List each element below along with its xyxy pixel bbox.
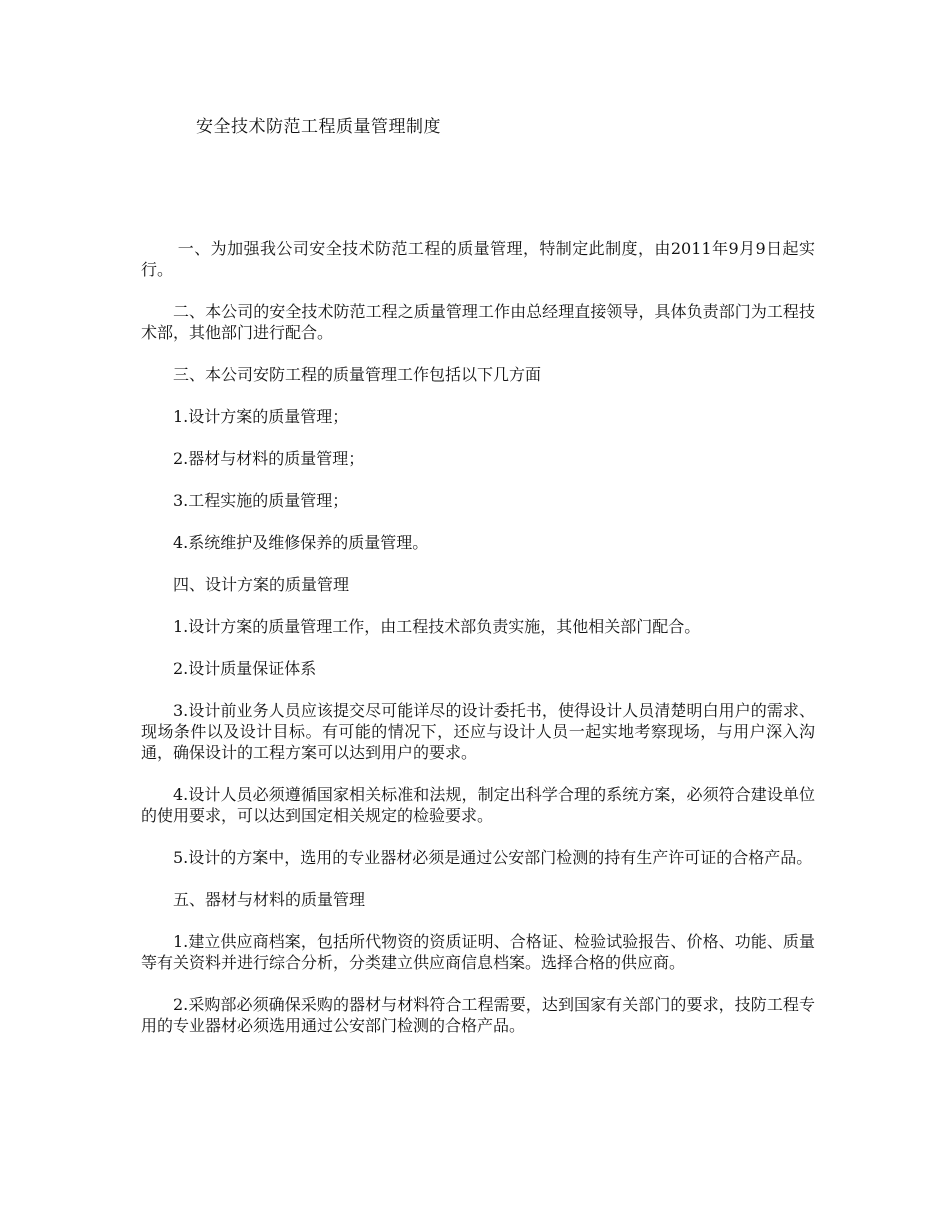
paragraph-8: 四、设计方案的质量管理 <box>173 575 350 594</box>
paragraph-11: 3.设计前业务人员应该提交尽可能详尽的设计委托书，使得设计人员清楚明白用户的需求、现场条件以及设计目标。有可能的情况下，还应与设计人员一起实地考察现场，与用户深入沟通，确保设计的工程方案可以达到用户的要求。 <box>141 701 815 762</box>
paragraph-9: 1.设计方案的质量管理工作，由工程技术部负责实施，其他相关部门配合。 <box>173 617 701 636</box>
paragraph-15: 1.建立供应商档案，包括所代物资的资质证明、合格证、检验试验报告、价格、功能、质量等有关资料并进行综合分析，分类建立供应商信息档案。选择合格的供应商。 <box>141 932 815 972</box>
paragraph-13: 5.设计的方案中，选用的专业器材必须是通过公安部门检测的持有生产许可证的合格产品。 <box>173 848 813 867</box>
document-title: 安全技术防范工程质量管理制度 <box>196 117 441 137</box>
paragraph-2: 二、本公司的安全技术防范工程之质量管理工作由总经理直接领导，具体负责部门为工程技术部，其他部门进行配合。 <box>141 302 815 342</box>
paragraph-14: 五、器材与材料的质量管理 <box>173 890 366 909</box>
paragraph-10: 2.设计质量保证体系 <box>173 659 317 678</box>
paragraph-4: 1.设计方案的质量管理； <box>173 407 349 426</box>
paragraph-5: 2.器材与材料的质量管理； <box>173 449 365 468</box>
paragraph-6: 3.工程实施的质量管理； <box>173 491 349 510</box>
paragraph-7: 4.系统维护及维修保养的质量管理。 <box>173 533 429 552</box>
paragraph-16: 2.采购部必须确保采购的器材与材料符合工程需要，达到国家有关部门的要求，技防工程专用的专业器材必须选用通过公安部门检测的合格产品。 <box>141 995 815 1035</box>
paragraph-1: 一、为加强我公司安全技术防范工程的质量管理，特制定此制度，由2011年9月9日起实行。 <box>141 239 815 279</box>
document-body <box>141 238 815 1057</box>
paragraph-3: 三、本公司安防工程的质量管理工作包括以下几方面 <box>173 365 542 384</box>
paragraph-12: 4.设计人员必须遵循国家相关标准和法规，制定出科学合理的系统方案，必须符合建设单位的使用要求，可以达到国定相关规定的检验要求。 <box>141 785 815 825</box>
